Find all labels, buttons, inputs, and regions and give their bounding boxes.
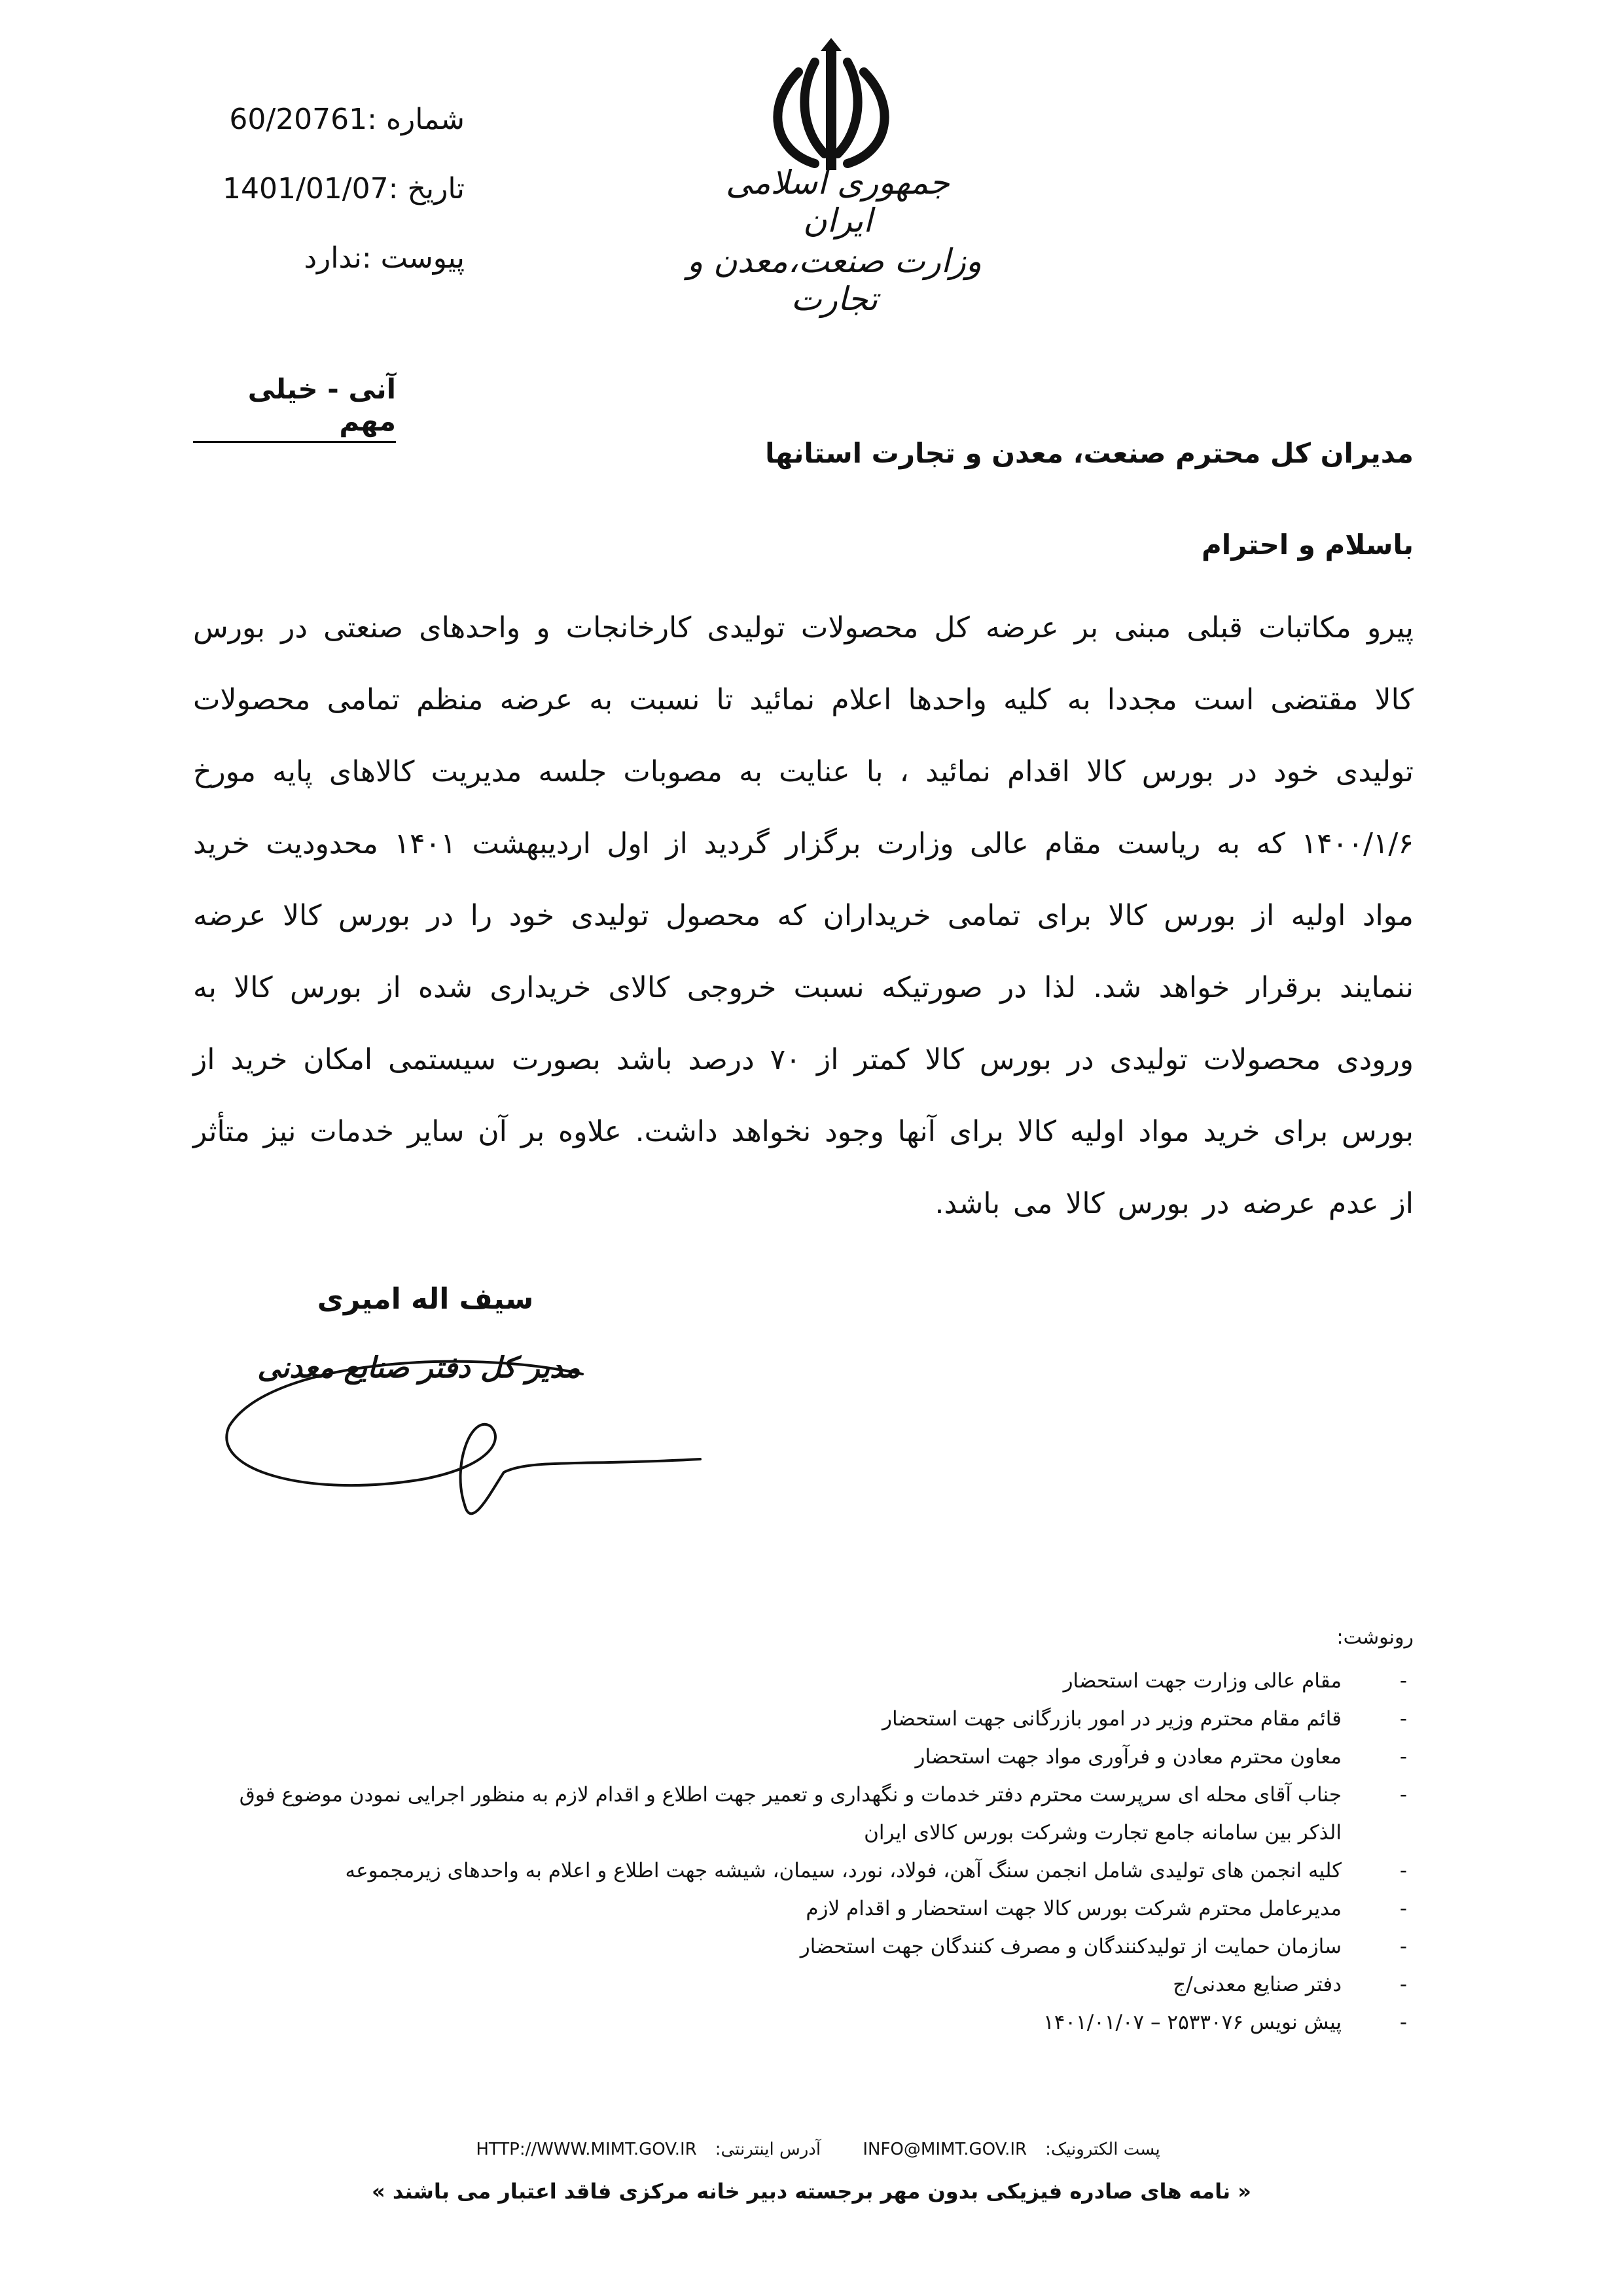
list-item: - سازمان حمایت از تولیدکنندگان و مصرف کنندگان جهت استحضار [800,1935,1407,1958]
signer-title: مدیر کل دفتر صنایع معدنی [257,1351,580,1385]
list-item: - پیش نویس ۲۵۳۳۰۷۶ – ۱۴۰۱/۰۱/۰۷ [1043,2011,1407,2034]
recipient: مدیران کل محترم صنعت، معدن و تجارت استانها [765,437,1414,469]
list-item: - مدیرعامل محترم شرکت بورس کالا جهت استحضار و اقدام لازم [806,1897,1407,1920]
letter-meta [177,85,465,293]
signer-name: سیف اله امیری [317,1282,534,1316]
cc-heading: رونوشت: [1336,1626,1414,1649]
list-item: - کلیه انجمن های تولیدی شامل انجمن سنگ آهن، فولاد، نورد، سیمان، شیشه جهت اطلاع و اعلام به واحدهای زیرمجموعه [345,1859,1407,1882]
list-item: - دفتر صنایع معدنی/ج [1173,1973,1407,1996]
urgency-label: آنی - خیلی مهم [193,373,396,443]
footer-note: « نامه های صادره فیزیکی بدون مهر برجسته دبیر خانه مرکزی فاقد اعتبار می باشند » [372,2179,1251,2204]
list-item: - قائم مقام محترم وزیر در امور بازرگانی جهت استحضار [882,1707,1407,1731]
letter-number: شماره :60/20761 [229,103,465,136]
cc-list [190,1662,1407,2041]
footer-email: پست الکترونیک:INFO@MIMT.GOV.IR [863,2140,1160,2159]
list-item: - جناب آقای محله ای سرپرست محترم دفتر خدمات و نگهداری و تعمیر جهت اطلاع و اقدام لازم به منظور اجرایی نمودن موضوع فوق الذکر بین سامانه جامع تجارت وشرکت بورس کالای ایران [239,1783,1407,1845]
iran-emblem-icon [753,33,910,183]
list-item: - مقام عالی وزارت جهت استحضار [1063,1669,1407,1693]
footer-website: آدرس اینترنتی:HTTP://WWW.MIMT.GOV.IR [476,2140,821,2159]
ministry-name: وزارت صنعت،معدن و تجارت [687,242,982,318]
letter-body: پیرو مکاتبات قبلی مبنی بر عرضه کل محصولات تولیدی کارخانجات و واحدهای صنعتی در بورس کالا مقتضی است مجددا به کلیه واحدها اعلام نمائید تا نسبت به عرضه منظم تمامی محصولات تولیدی خود در بورس کالا اقدام نمائید ، با عنایت به مصوبات جلسه مدیریت کالاهای پایه مورخ ۱۴۰۰/۱/۶ که به ریاست مقام عالی وزارت برگزار گردید از اول اردیبهشت ۱۴۰۱ محدودیت خرید مواد اولیه از بورس کالا برای تمامی خریداران که محصول تولیدی خود را در بورس کالا عرضه ننمایند برقرار خواهد شد. لذا در صورتیکه نسبت خروجی کالای خریداری شده از بورس کالا به ورودی محصولات تولیدی در بورس کالا کمتر از ۷۰ درصد باشد بصورت سیستمی امکان خرید از بورس برای خرید مواد اولیه کالا برای آنها وجود نخواهد داشت. علاوه بر آن سایر خدمات نیز متأثر از عدم عرضه در بورس کالا می باشد. [193,611,1414,1220]
letter-attachment: پیوست :ندارد [304,241,465,275]
footer-contact [393,2140,1243,2159]
greeting: باسلام و احترام [1202,529,1414,561]
gov-name: جمهوری اسلامی ایران [726,164,950,239]
letter-date: تاریخ :1401/01/07 [223,172,465,205]
list-item: - معاون محترم معادن و فرآوری مواد جهت استحضار [915,1745,1407,1769]
